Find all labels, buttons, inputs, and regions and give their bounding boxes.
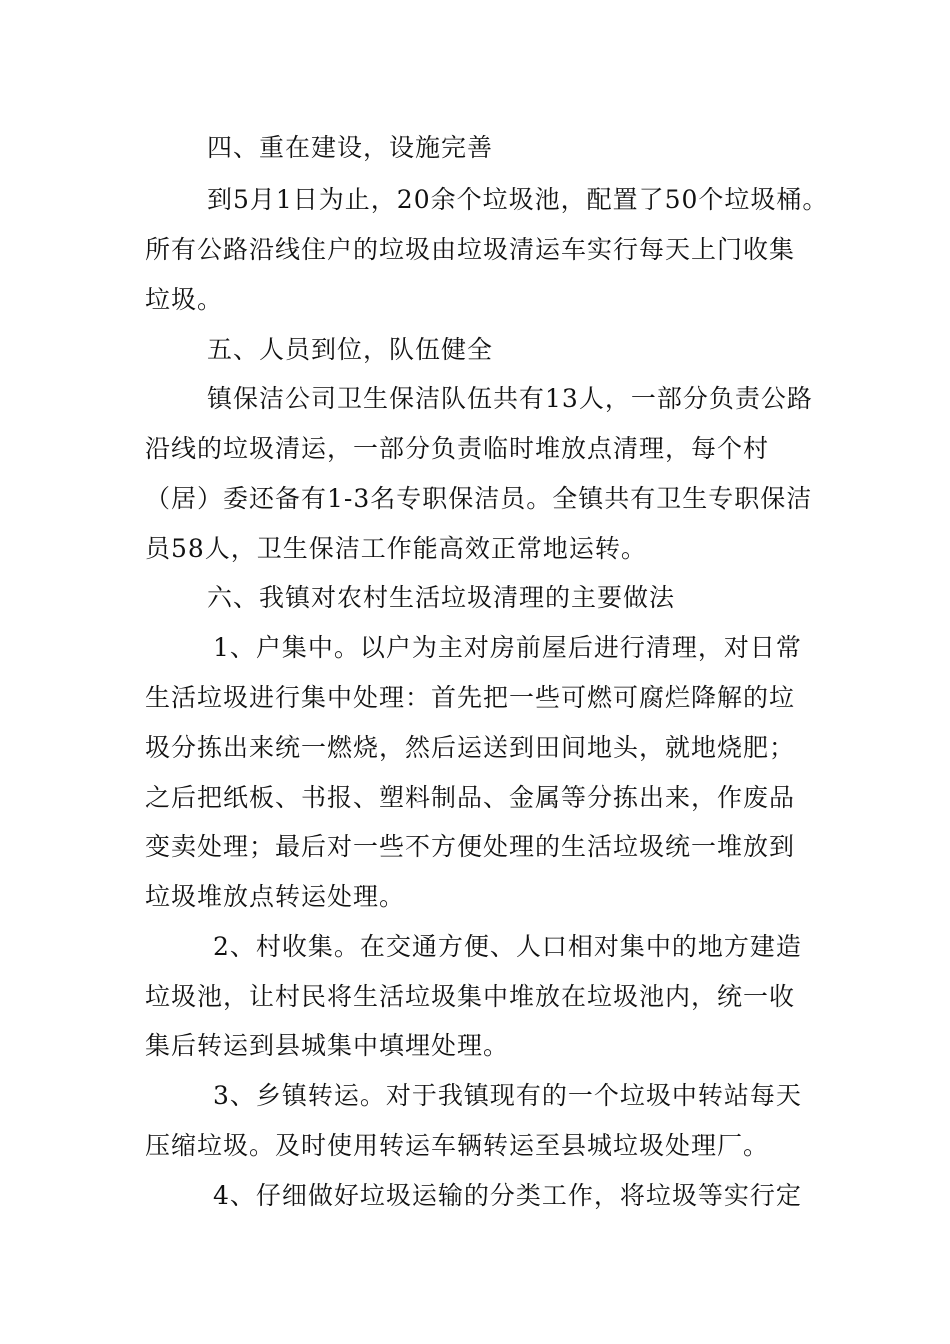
heading-section-6: 六、我镇对农村生活垃圾清理的主要做法 bbox=[207, 583, 676, 612]
heading-section-4: 四、重在建设，设施完善 bbox=[207, 133, 494, 162]
list-item-2: 2、村收集。在交通方便、人口相对集中的地方建造 bbox=[213, 932, 802, 961]
paragraph-line: 生活垃圾进行集中处理：首先把一些可燃可腐烂降解的垃 bbox=[145, 683, 796, 712]
paragraph-line: 集后转运到县城集中填埋处理。 bbox=[145, 1031, 510, 1060]
paragraph-line: （居）委还备有1-3名专职保洁员。全镇共有卫生专职保洁 bbox=[145, 484, 813, 513]
paragraph-line: 垃圾。 bbox=[145, 285, 224, 314]
paragraph-line: 到5月1日为止，20余个垃圾池，配置了50个垃圾桶。 bbox=[207, 185, 829, 214]
paragraph-line: 沿线的垃圾清运，一部分负责临时堆放点清理，每个村 bbox=[145, 434, 770, 463]
paragraph-line: 垃圾池，让村民将生活垃圾集中堆放在垃圾池内，统一收 bbox=[145, 982, 796, 1011]
paragraph-line: 员58人，卫生保洁工作能高效正常地运转。 bbox=[145, 534, 647, 563]
paragraph-line: 所有公路沿线住户的垃圾由垃圾清运车实行每天上门收集 bbox=[145, 235, 796, 264]
paragraph-line: 圾分拣出来统一燃烧，然后运送到田间地头，就地烧肥； bbox=[145, 733, 796, 762]
paragraph-line: 之后把纸板、书报、塑料制品、金属等分拣出来，作废品 bbox=[145, 783, 796, 812]
paragraph-line: 镇保洁公司卫生保洁队伍共有13人，一部分负责公路 bbox=[207, 384, 813, 413]
list-item-1: 1、户集中。以户为主对房前屋后进行清理，对日常 bbox=[213, 633, 802, 662]
heading-section-5: 五、人员到位，队伍健全 bbox=[207, 335, 494, 364]
list-item-4: 4、仔细做好垃圾运输的分类工作，将垃圾等实行定 bbox=[213, 1181, 802, 1210]
paragraph-line: 变卖处理；最后对一些不方便处理的生活垃圾统一堆放到 bbox=[145, 832, 796, 861]
list-item-3: 3、乡镇转运。对于我镇现有的一个垃圾中转站每天 bbox=[213, 1081, 802, 1110]
paragraph-line: 垃圾堆放点转运处理。 bbox=[145, 882, 406, 911]
paragraph-line: 压缩垃圾。及时使用转运车辆转运至县城垃圾处理厂。 bbox=[145, 1131, 770, 1160]
